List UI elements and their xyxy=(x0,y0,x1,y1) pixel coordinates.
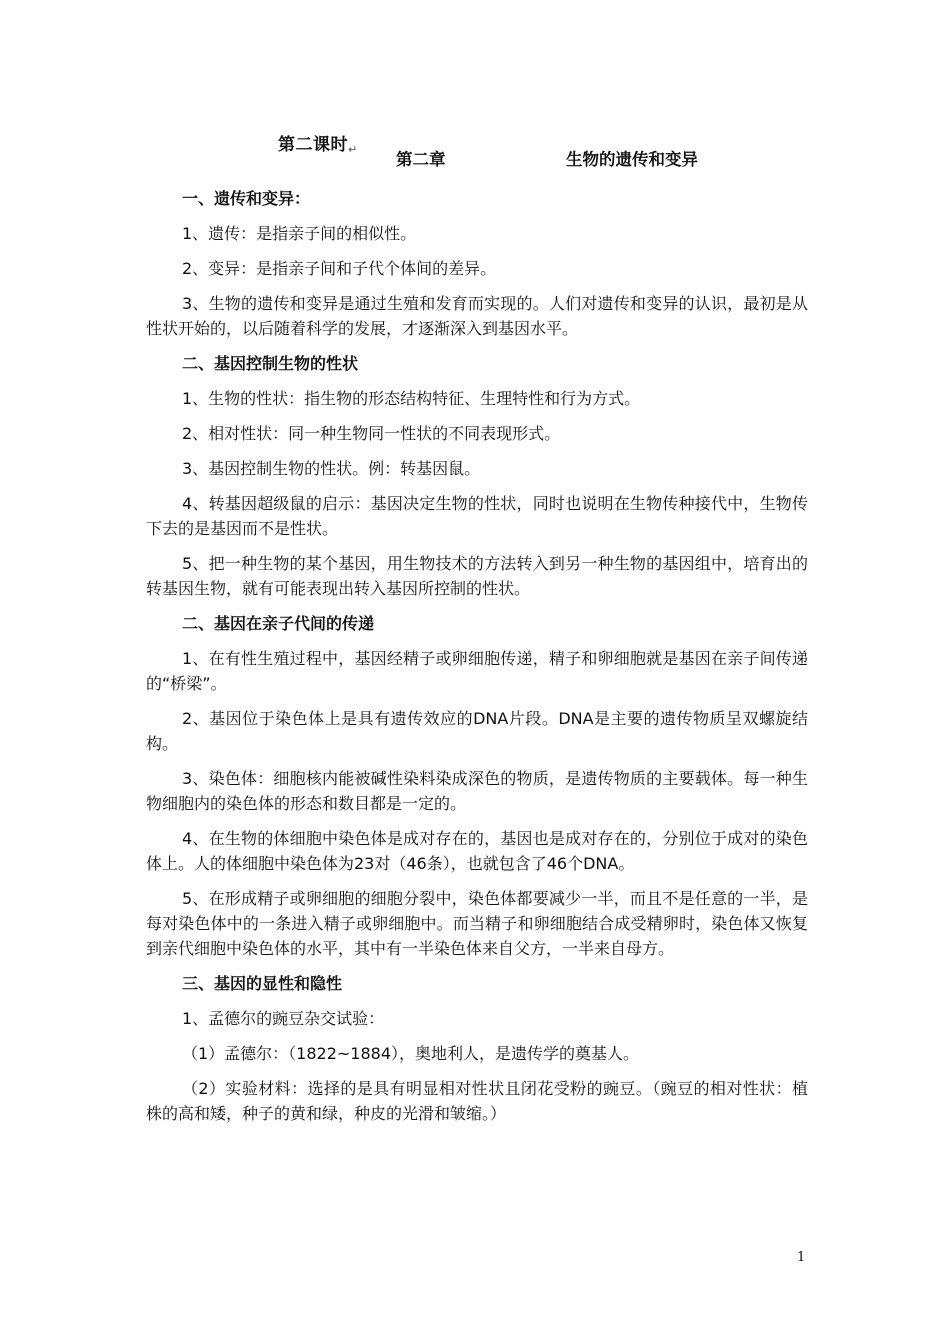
paragraph: （2）实验材料：选择的是具有明显相对性状且闭花受粉的豌豆。（豌豆的相对性状：植株的高和矮，种子的黄和绿，种皮的光滑和皱缩。） xyxy=(146,1079,808,1123)
paragraph: 3、染色体：细胞核内能被碱性染料染成深色的物质，是遗传物质的主要载体。每一种生物细胞内的染色体的形态和数目都是一定的。 xyxy=(146,769,808,813)
chapter-number: 第二章 xyxy=(396,150,446,169)
lesson-label: 第二课时↵ xyxy=(278,135,358,156)
section-heading: 三、基因的显性和隐性 xyxy=(182,974,343,993)
paragraph: （1）孟德尔：（1822~1884），奥地利人，是遗传学的奠基人。 xyxy=(182,1044,640,1063)
paragraph: 1、遗传：是指亲子间的相似性。 xyxy=(182,224,417,243)
paragraph: 1、生物的性状：指生物的形态结构特征、生理特性和行为方式。 xyxy=(182,389,641,408)
paragraph: 5、在形成精子或卵细胞的细胞分裂中，染色体都要减少一半，而且不是任意的一半，是每对染色体中的一条进入精子或卵细胞中。而当精子和卵细胞结合成受精卵时，染色体又恢复到亲代细胞中染色体的水平，其中有一半染色体来自父方，一半来自母方。 xyxy=(146,889,808,958)
section-heading: 二、基因在亲子代间的传递 xyxy=(182,614,375,633)
section-heading: 二、基因控制生物的性状 xyxy=(182,354,359,373)
paragraph: 5、把一种生物的某个基因，用生物技术的方法转入到另一种生物的基因组中，培育出的转基因生物，就有可能表现出转入基因所控制的性状。 xyxy=(146,554,808,598)
paragraph: 4、在生物的体细胞中染色体是成对存在的，基因也是成对存在的，分别位于成对的染色体上。人的体细胞中染色体为23对（46条），也就包含了46个DNA。 xyxy=(146,829,808,873)
paragraph: 1、在有性生殖过程中，基因经精子或卵细胞传递，精子和卵细胞就是基因在亲子间传递的“桥梁”。 xyxy=(146,649,808,693)
paragraph: 3、基因控制生物的性状。例：转基因鼠。 xyxy=(182,459,481,478)
paragraph-mark-icon: ↵ xyxy=(348,143,358,156)
paragraph: 4、转基因超级鼠的启示：基因决定生物的性状，同时也说明在生物传种接代中，生物传下去的是基因而不是性状。 xyxy=(146,494,808,538)
paragraph: 3、生物的遗传和变异是通过生殖和发育而实现的。人们对遗传和变异的认识，最初是从性状开始的，以后随着科学的发展，才逐渐深入到基因水平。 xyxy=(146,294,808,338)
paragraph: 2、基因位于染色体上是具有遗传效应的DNA片段。DNA是主要的遗传物质呈双螺旋结构。 xyxy=(146,709,808,753)
paragraph: 2、变异：是指亲子间和子代个体间的差异。 xyxy=(182,259,497,278)
section-heading: 一、遗传和变异： xyxy=(182,189,311,208)
paragraph: 2、相对性状：同一种生物同一性状的不同表现形式。 xyxy=(182,424,561,443)
paragraph: 1、孟德尔的豌豆杂交试验： xyxy=(182,1009,385,1028)
document-body xyxy=(146,186,808,1136)
chapter-title: 生物的遗传和变异 xyxy=(566,150,698,169)
page-number: 1 xyxy=(797,1250,806,1265)
